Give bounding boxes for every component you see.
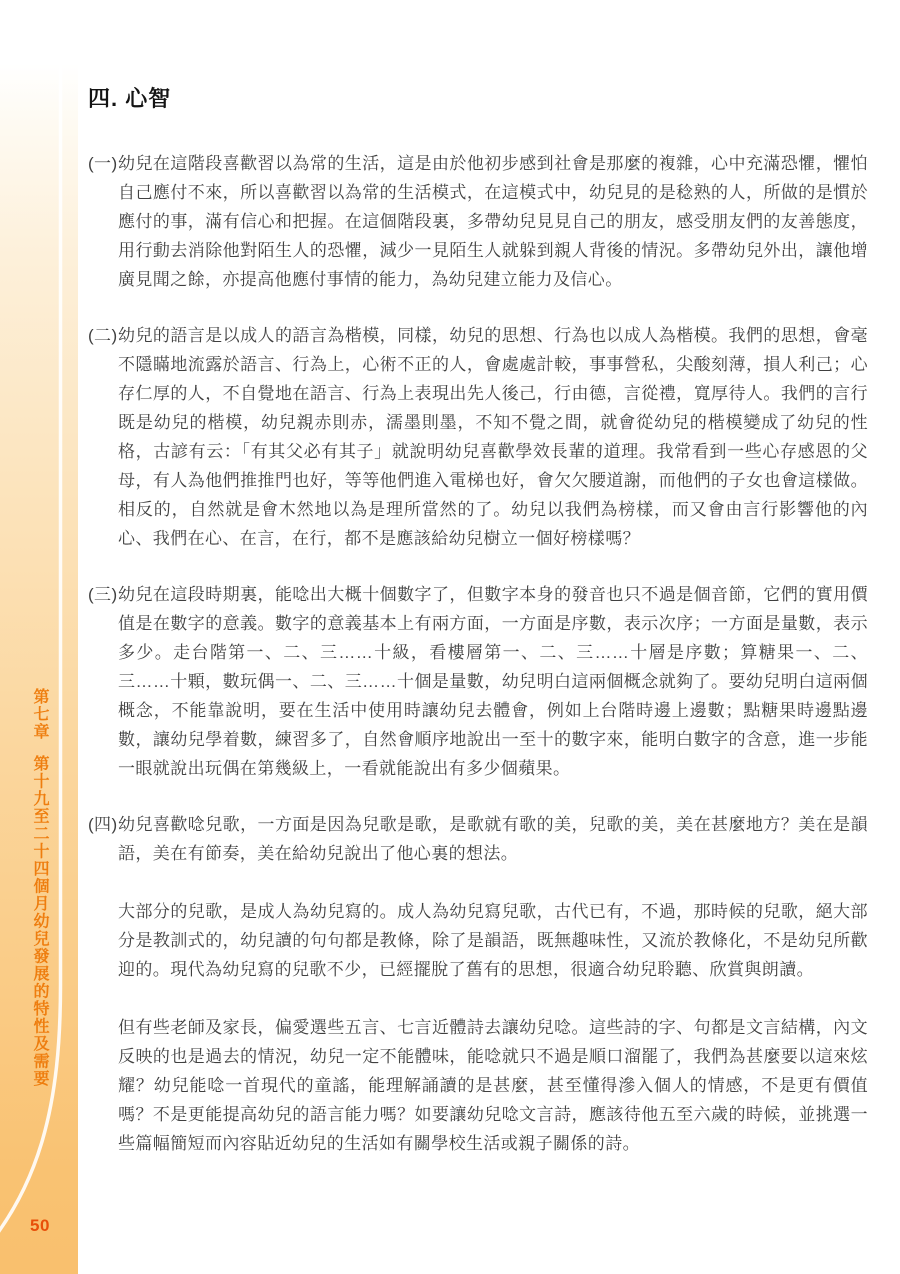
chapter-title: 第十九至二十四個月幼兒發展的特性及需要 bbox=[31, 754, 48, 1087]
paragraph-marker: (二) bbox=[88, 326, 118, 345]
chapter-vertical-label bbox=[0, 688, 78, 1087]
paragraph-item-3 bbox=[88, 580, 868, 783]
paragraph-continuation-1: 大部分的兒歌，是成人為幼兒寫的。成人為幼兒寫兒歌，古代已有，不過，那時候的兒歌，絕大部分是教訓式的，幼兒讀的句句都是教條，除了是韻語，既無趣味性，又流於教條化，不是幼兒所歡迎的。現代為幼兒寫的兒歌不少，已經擺脫了舊有的思想，很適合幼兒聆聽、欣賞與朗讀。 bbox=[118, 902, 868, 979]
chapter-number: 第七章 bbox=[31, 688, 48, 741]
paragraph-text: 幼兒在這段時期裏，能唸出大概十個數字了，但數字本身的發音也只不過是個音節，它們的實用價值是在數字的意義。數字的意義基本上有兩方面，一方面是序數，表示次序；一方面是量數，表示多少。走台階第一、二、三……十級，看樓層第一、二、三……十層是序數；算糖果一、二、三……十顆，數玩偶一、二、三……十個是量數，幼兒明白這兩個概念就夠了。要幼兒明白這兩個概念，不能靠說明，要在生活中使用時讓幼兒去體會，例如上台階時邊上邊數；點糖果時邊點邊數，讓幼兒學着數，練習多了，自然會順序地說出一至十的數字來，能明白數字的含意，進一步能一眼就說出玩偶在第幾級上，一看就能說出有多少個蘋果。 bbox=[118, 585, 868, 778]
section-heading: 四. 心智 bbox=[88, 86, 172, 111]
paragraph-marker: (四) bbox=[88, 815, 118, 834]
paragraph-item-1 bbox=[88, 149, 868, 294]
paragraph-item-2 bbox=[88, 321, 868, 553]
paragraph-text: 幼兒在這階段喜歡習以為常的生活，這是由於他初步感到社會是那麼的複雜，心中充滿恐懼，懼怕自己應付不來，所以喜歡習以為常的生活模式，在這模式中，幼兒見的是稔熟的人，所做的是慣於應付的事，滿有信心和把握。在這個階段裏，多帶幼兒見見自己的朋友，感受朋友們的友善態度，用行動去消除他對陌生人的恐懼，減少一見陌生人就躲到親人背後的情況。多帶幼兒外出，讓他增廣見聞之餘，亦提高他應付事情的能力，為幼兒建立能力及信心。 bbox=[118, 154, 868, 289]
paragraph-item-4 bbox=[88, 810, 868, 1158]
paragraph-continuation-2: 但有些老師及家長，偏愛選些五言、七言近體詩去讓幼兒唸。這些詩的字、句都是文言結構，內文反映的也是過去的情況，幼兒一定不能體味，能唸就只不過是順口溜罷了，我們為甚麼要以這來炫耀？幼兒能唸一首現代的童謠，能理解誦讀的是甚麼，甚至懂得滲入個人的情感，不是更有價值嗎？不是更能提高幼兒的語言能力嗎？如要讓幼兒唸文言詩，應該待他五至六歲的時候，並挑選一些篇幅簡短而內容貼近幼兒的生活如有關學校生活或親子關係的詩。 bbox=[118, 1018, 868, 1153]
paragraph-marker: (一) bbox=[88, 154, 118, 173]
paragraph-marker: (三) bbox=[88, 585, 118, 604]
paragraph-text: 幼兒的語言是以成人的語言為楷模，同樣，幼兒的思想、行為也以成人為楷模。我們的思想，會毫不隱瞞地流露於語言、行為上，心術不正的人，會處處計較，事事營私，尖酸刻薄，損人利己；心存仁厚的人，不自覺地在語言、行為上表現出先人後己，行由德，言從禮，寬厚待人。我們的言行既是幼兒的楷模，幼兒親赤則赤，濡墨則墨，不知不覺之間，就會從幼兒的楷模變成了幼兒的性格，古諺有云：「有其父必有其子」就說明幼兒喜歡學效長輩的道理。我常看到一些心存感恩的父母，有人為他們推推門也好，等等他們進入電梯也好，會欠欠腰道謝，而他們的子女也會這樣做。相反的，自然就是會木然地以為是理所當然的了。幼兒以我們為榜樣，而又會由言行影響他的內心、我們在心、在言，在行，都不是應該給幼兒樹立一個好榜樣嗎？ bbox=[118, 326, 868, 548]
paragraph-text: 幼兒喜歡唸兒歌，一方面是因為兒歌是歌，是歌就有歌的美，兒歌的美，美在甚麼地方？美在是韻語，美在有節奏，美在給幼兒說出了他心裏的想法。 bbox=[118, 815, 868, 863]
page-content bbox=[88, 82, 868, 1158]
page-number: 50 bbox=[30, 1216, 50, 1235]
chapter-sidebar bbox=[0, 0, 78, 1274]
